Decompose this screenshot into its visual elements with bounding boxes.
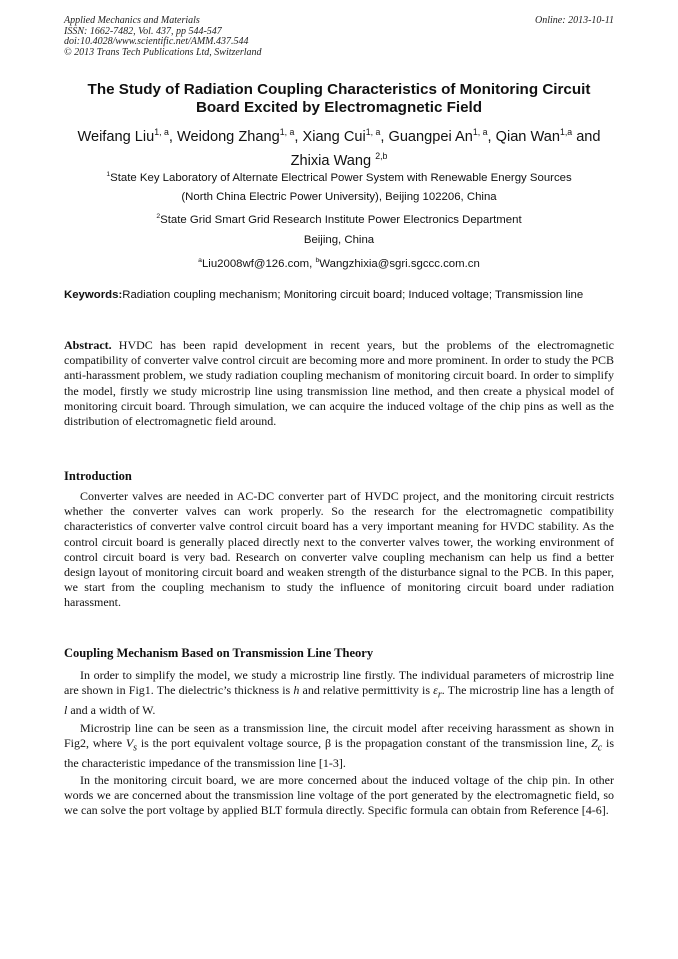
author: and Zhixia Wang $^{2,b}$ [290,128,601,169]
abstract-text: HVDC has been rapid development in recent years, but the problems of the electromagnetic compatibility of converter valve control circuit are becoming more and more prominent. In order to study the PCB anti-harassment problem, we study radiation coupling mechanism of monitoring circuit board. In order to simplify the model, firstly we study microstrip line using transmission line method, and then create a physical model of monitoring circuit board. Through simulation, we can acquire the induced voltage of the chip pins as well as the distribution of electromagnetic field around. [64,338,614,429]
coupling-paragraph-1: In order to simplify the model, we study a microstrip line firstly. The individual parameters of microstrip line are shown in Fig1. The dielectric’s thickness is h and relative permittivity is $\varepsilon_r$. The microstrip line has a length of l and a width of W. [64,668,614,717]
email-line: $^a$Liu2008wf@126.com, $^b$Wangzhixia@sgri.sgccc.com.cn [198,257,480,270]
journal-name: Applied Mechanics and Materials [64,15,200,26]
author: Qian Wan$^{1,a}$ [495,127,573,145]
affiliation-1-line-2: (North China Electric Power University), Beijing 102206, China [181,191,497,203]
journal-issn: ISSN: 1662-7482, Vol. 437, pp 544-547 [64,25,222,37]
keywords [64,288,614,303]
coupling-heading: Coupling Mechanism Based on Transmission Line Theory [64,646,374,660]
author: Weidong Zhang$^{1, a}$, [176,127,303,145]
journal-header [64,16,614,58]
abstract-label: Abstract. [64,338,112,352]
email-b: Wangzhixia@sgri.sgccc.com.cn [319,257,480,270]
introduction-text: Converter valves are needed in AC-DC converter part of HVDC project, and the monitoring circuit restricts whether the converter valves can work properly. So the research for the electromagnetic compatibility characteristics of converter valve control circuit board has a very important meaning for HVDC stability. As the control circuit board is generally placed directly next to the converter valves tower, the working environment of control circuit board is very bad. Research on converter valve coupling mechanism can help us find a better design layout of monitoring circuit board and weaken strength of the disturbance signal to the PCB. In this paper, we start from the coupling mechanism to study the influence of monitoring circuit board under radiation harassment. [64,489,614,610]
journal-copyright: © 2013 Trans Tech Publications Ltd, Switzerland [64,46,262,58]
affiliation-2-line-2: Beijing, China [303,234,375,246]
email-a: Liu2008wf@126.com, [201,257,316,270]
author: Guangpei An$^{1, a}$, [388,127,496,145]
keywords-label: Keywords: [64,289,123,301]
abstract [64,338,614,429]
paper-title: The Study of Radiation Coupling Characteristics of Monitoring Circuit Board Excited by Electromagnetic Field [87,81,591,116]
author: Weifang Liu$^{1, a}$, [77,127,177,145]
online-date: Online: 2013-10-11 [535,15,614,26]
affiliation-1-line-1: $^1$State Key Laboratory of Alternate Electrical Power System with Renewable Energy Sources [106,171,572,184]
keywords-text: Radiation coupling mechanism; Monitoring circuit board; Induced voltage; Transmission line [122,289,584,301]
introduction-heading: Introduction [64,469,132,483]
author: Xiang Cui$^{1, a}$, [302,127,389,145]
author-list [58,123,620,171]
affiliation-2-line-1: $^2$State Grid Smart Grid Research Institute Power Electronics Department [156,213,522,226]
coupling-paragraph-2: Microstrip line can be seen as a transmission line, the circuit model after receiving harassment as shown in Fig2, where $V_s$ is the port equivalent voltage source, β is the propagation constant of the transmission line, $Z_c$ is the characteristic impedance of the transmission line [1-3]. [64,721,614,770]
journal-doi: doi:10.4028/www.scientific.net/AMM.437.544 [64,36,249,47]
coupling-paragraph-3: In the monitoring circuit board, we are more concerned about the induced voltage of the chip pin. In other words we are concerned about the transmission line voltage of the port generated by the electromagnetic field, so we can solve the port voltage by applied BLT formula directly. Specific formula can obtain from Reference [4-6]. [64,773,614,818]
